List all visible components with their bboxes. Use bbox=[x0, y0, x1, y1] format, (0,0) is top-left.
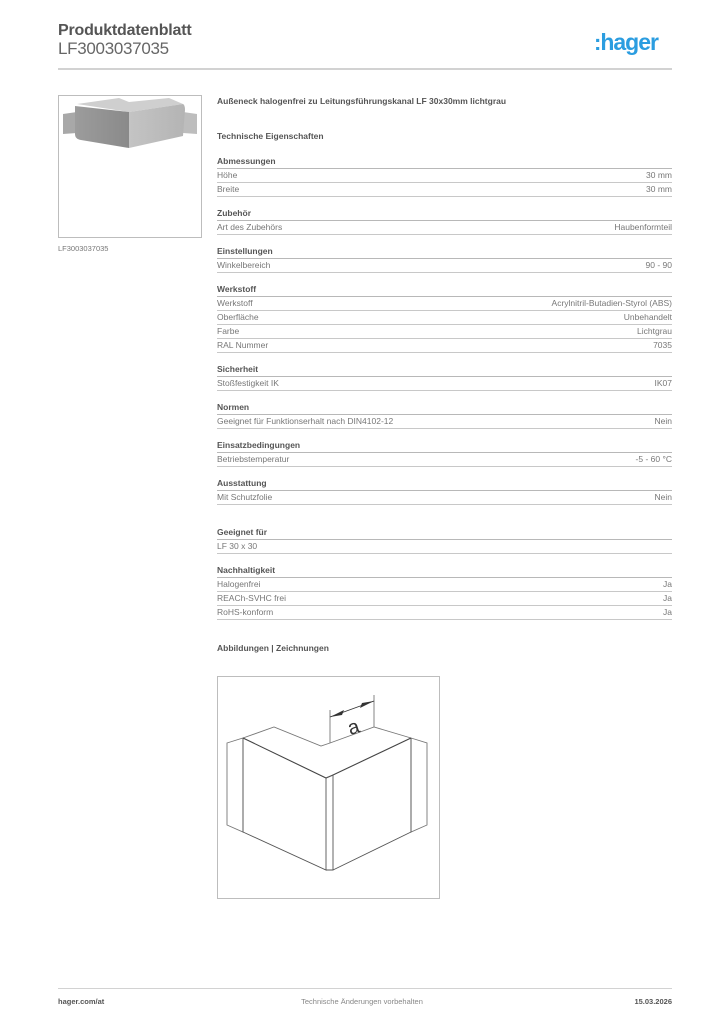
property-value: Nein bbox=[654, 492, 672, 502]
section-material bbox=[217, 284, 672, 353]
property-value: Ja bbox=[663, 593, 672, 603]
property-label: REACh-SVHC frei bbox=[217, 593, 286, 603]
property-label: RAL Nummer bbox=[217, 340, 269, 350]
property-row bbox=[217, 297, 672, 311]
section-dimensions bbox=[217, 156, 672, 197]
property-row bbox=[217, 540, 672, 554]
property-value: Nein bbox=[654, 416, 672, 426]
property-row bbox=[217, 592, 672, 606]
property-value: IK07 bbox=[654, 378, 672, 388]
figures-heading: Abbildungen | Zeichnungen bbox=[217, 643, 329, 653]
thumbnail-caption: LF3003037035 bbox=[58, 244, 109, 253]
outer-corner-drawing-icon bbox=[218, 677, 439, 898]
property-value: -5 - 60 °C bbox=[635, 454, 672, 464]
section-equipment bbox=[217, 478, 672, 505]
product-description: Außeneck halogenfrei zu Leitungsführungskanal LF 30x30mm lichtgrau bbox=[217, 96, 507, 106]
property-row bbox=[217, 339, 672, 353]
footer-notice: Technische Änderungen vorbehalten bbox=[301, 997, 423, 1006]
hager-logo bbox=[594, 29, 658, 56]
property-label: Höhe bbox=[217, 170, 238, 180]
section-settings bbox=[217, 246, 672, 273]
product-photo-icon bbox=[59, 96, 201, 237]
section-heading: Zubehör bbox=[217, 208, 672, 221]
property-label: Farbe bbox=[217, 326, 240, 336]
dimension-label: a bbox=[344, 715, 363, 740]
product-number: LF3003037035 bbox=[58, 39, 169, 58]
property-row bbox=[217, 415, 672, 429]
property-value: 30 mm bbox=[646, 184, 672, 194]
footer-website[interactable]: hager.com/at bbox=[58, 997, 105, 1006]
property-label: Art des Zubehörs bbox=[217, 222, 283, 232]
property-value: Unbehandelt bbox=[623, 312, 672, 322]
property-value: Ja bbox=[663, 607, 672, 617]
section-heading: Sicherheit bbox=[217, 364, 672, 377]
section-heading: Ausstattung bbox=[217, 478, 672, 491]
section-safety bbox=[217, 364, 672, 391]
property-label: Mit Schutzfolie bbox=[217, 492, 273, 502]
property-label: Winkelbereich bbox=[217, 260, 271, 270]
property-value: Acrylnitril-Butadien-Styrol (ABS) bbox=[551, 298, 672, 308]
property-value: 30 mm bbox=[646, 170, 672, 180]
section-sustainability bbox=[217, 565, 672, 620]
property-row bbox=[217, 259, 672, 273]
logo-text: hager bbox=[600, 29, 658, 55]
section-heading: Abmessungen bbox=[217, 156, 672, 169]
property-value: Lichtgrau bbox=[637, 326, 672, 336]
property-label: LF 30 x 30 bbox=[217, 541, 258, 551]
footer-divider bbox=[58, 988, 672, 989]
property-label: Breite bbox=[217, 184, 240, 194]
property-row bbox=[217, 578, 672, 592]
footer-date: 15.03.2026 bbox=[634, 997, 672, 1006]
header-divider bbox=[58, 68, 672, 70]
property-label: Halogenfrei bbox=[217, 579, 261, 589]
property-label: Oberfläche bbox=[217, 312, 259, 322]
property-value: 7035 bbox=[653, 340, 672, 350]
technical-properties-heading: Technische Eigenschaften bbox=[217, 131, 324, 141]
technical-drawing bbox=[217, 676, 440, 899]
section-heading: Geeignet für bbox=[217, 527, 672, 540]
section-heading: Werkstoff bbox=[217, 284, 672, 297]
property-row bbox=[217, 377, 672, 391]
property-row bbox=[217, 491, 672, 505]
section-operating-conditions bbox=[217, 440, 672, 467]
property-label: Geeignet für Funktionserhalt nach DIN4102-12 bbox=[217, 416, 394, 426]
product-details bbox=[217, 96, 672, 653]
property-row bbox=[217, 169, 672, 183]
property-value: Ja bbox=[663, 579, 672, 589]
section-heading: Einsatzbedingungen bbox=[217, 440, 672, 453]
property-label: Betriebstemperatur bbox=[217, 454, 290, 464]
document-title: Produktdatenblatt bbox=[58, 22, 192, 39]
property-row bbox=[217, 453, 672, 467]
property-label: Werkstoff bbox=[217, 298, 253, 308]
logo-colon-icon: : bbox=[594, 30, 601, 55]
property-value: Haubenformteil bbox=[614, 222, 672, 232]
section-accessories bbox=[217, 208, 672, 235]
section-standards bbox=[217, 402, 672, 429]
section-heading: Einstellungen bbox=[217, 246, 672, 259]
property-row bbox=[217, 183, 672, 197]
section-suitable-for bbox=[217, 527, 672, 554]
property-row bbox=[217, 325, 672, 339]
property-label: Stoßfestigkeit IK bbox=[217, 378, 279, 388]
property-row bbox=[217, 311, 672, 325]
property-value: 90 - 90 bbox=[645, 260, 672, 270]
section-heading: Nachhaltigkeit bbox=[217, 565, 672, 578]
property-label: RoHS-konform bbox=[217, 607, 274, 617]
section-heading: Normen bbox=[217, 402, 672, 415]
property-row bbox=[217, 606, 672, 620]
property-row bbox=[217, 221, 672, 235]
product-thumbnail bbox=[58, 95, 202, 238]
